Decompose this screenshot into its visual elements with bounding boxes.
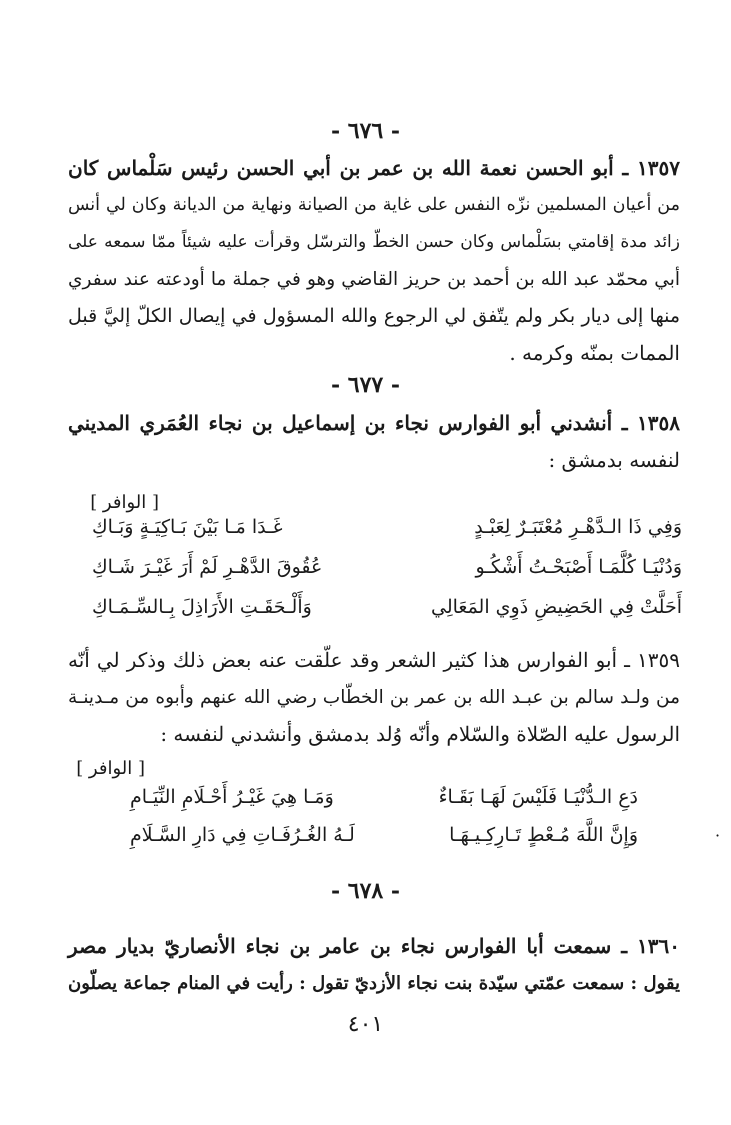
entry-1360-line-2: يقول : سمعت عمّتي سيّدة بنت نجاء الأزديّ تقول : رأيت في المنام جماعة يصلّون bbox=[68, 973, 680, 994]
verse-1358-3 bbox=[92, 596, 682, 626]
verse-second-hemistich: وَأَلْـحَقَـتِ الأَرَاذِلَ بِـالسِّـمَـاكِ bbox=[92, 596, 312, 618]
section-number-678: - ٦٧٨ - bbox=[330, 878, 401, 904]
section-number-676: - ٦٧٦ - bbox=[330, 118, 401, 144]
entry-1359-line-1: ١٣٥٩ ـ أبو الفوارس هذا كثير الشعر وقد علّقت عنه بعض ذلك وذكر لي أنّه bbox=[68, 648, 680, 672]
verse-second-hemistich: لَـهُ الغُـرُفَـاتِ فِي دَارِ السَّـلَامِ bbox=[130, 824, 355, 846]
entry-1357-line-5: منها إلى ديار بكر ولم يتّفق لي الرجوع والله المسؤول في إيصال الكلّ إليَّ قبل bbox=[68, 305, 680, 327]
entry-1360-line-1: ١٣٦٠ ـ سمعت أبا الفوارس نجاء بن عامر بن نجاء الأنصاريّ بديار مصر bbox=[68, 934, 680, 958]
entry-1357-line-3: زائد مدة إقامتي بسَلْماس وكان حسن الخطّ والترسّل وقرأت عليه شيئاً ممّا سمعه على bbox=[68, 232, 680, 252]
entry-1357 bbox=[68, 150, 680, 372]
poem-meter-2: [ الوافر ] bbox=[76, 758, 145, 779]
entry-1358-line-1: ١٣٥٨ ـ أنشدني أبو الفوارس نجاء بن إسماعيل بن نجاء العُمَري المديني bbox=[68, 411, 681, 435]
verse-first-hemistich: وَدُنْيَـا كُلَّمَـا أَصْبَحْـتُ أَشْكُـو bbox=[475, 556, 682, 578]
entry-1357-line-6: الممات بمنّه وكرمه . bbox=[509, 341, 680, 365]
page-number: ٤٠١ bbox=[347, 1012, 384, 1037]
verse-1359-1 bbox=[130, 786, 638, 816]
verse-second-hemistich: غَـدَا مَـا بَيْنَ بَـاكِيَـةٍ وَبَـاكِ bbox=[92, 516, 283, 538]
entry-1360 bbox=[68, 928, 680, 1002]
entry-1359-line-3: الرسول عليه الصّلاة والسّلام وأنّه وُلد بدمشق وأنشدني لنفسه : bbox=[160, 722, 680, 746]
entry-1359-line-2: من ولـد سالم بن عبـد الله بن عمر بن الخطّاب رضي الله عنهم وأبوه من مـدينـة bbox=[68, 687, 680, 708]
verse-1358-1 bbox=[92, 516, 682, 546]
verse-first-hemistich: دَعِ الـدُّنْيَـا فَلَيْسَ لَهَـا بَقَـاءٌ bbox=[438, 786, 638, 808]
section-number-677: - ٦٧٧ - bbox=[330, 372, 401, 398]
entry-1357-line-1: ١٣٥٧ ـ أبو الحسن نعمة الله بن عمر بن أبي الحسن رئيس سَلْماس كان bbox=[68, 156, 680, 180]
poem-meter-1: [ الوافر ] bbox=[90, 492, 159, 513]
verse-second-hemistich: عُقُوقَ الدَّهْـرِ لَمْ أَرَ غَيْـرَ شَـاكِ bbox=[92, 556, 323, 578]
verse-first-hemistich: أَحَلَّتْ فِي الحَضِيضِ ذَوِي المَعَالِي bbox=[430, 596, 682, 618]
verse-second-hemistich: وَمَـا هِيَ غَيْـرُ أَحْـلَامِ النِّيَـامِ bbox=[130, 786, 334, 808]
entry-1357-line-4: أبي محمّد عبد الله بن أحمد بن حريز القاضي وهو في جملة ما أودعته عند سفري bbox=[68, 269, 680, 290]
verse-first-hemistich: وَفِي ذَا الـدَّهْـرِ مُعْتَبَـرٌ لِعَبْـدٍ bbox=[474, 516, 682, 538]
verse-1358-2 bbox=[92, 556, 682, 586]
verse-first-hemistich: وَإِنَّ اللَّهَ مُـعْطٍ تَـارِكِـيـهَـا bbox=[449, 824, 638, 846]
entry-1359 bbox=[68, 642, 680, 753]
verse-1359-2 bbox=[130, 824, 638, 854]
entry-1358-line-2: لنفسه بدمشق : bbox=[548, 448, 680, 472]
margin-mark: · bbox=[715, 826, 721, 845]
entry-1358 bbox=[68, 405, 680, 479]
entry-1357-line-2: من أعيان المسلمين نزّه النفس على غاية من الصيانة ونهاية من الديانة وكان لي أنس bbox=[68, 195, 681, 215]
